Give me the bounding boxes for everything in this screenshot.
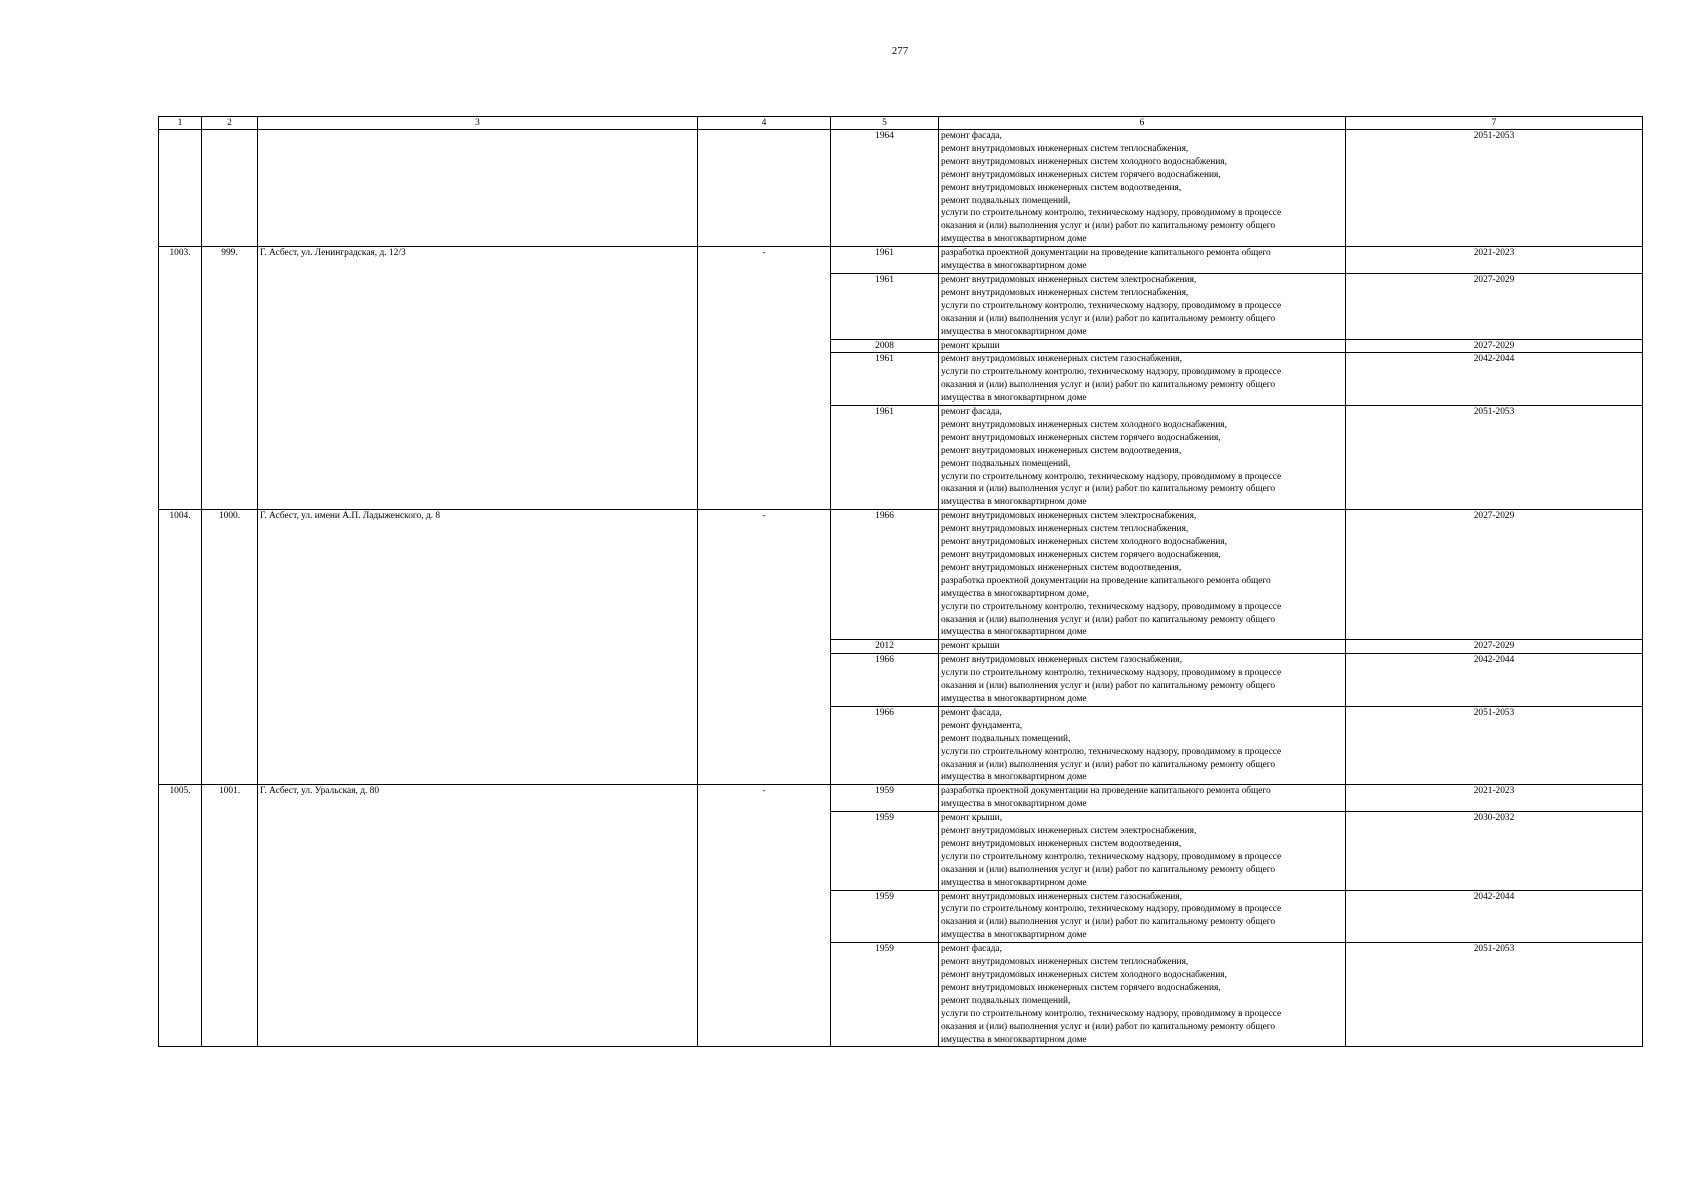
year-cell: 1966 bbox=[831, 706, 939, 784]
year-cell: 1966 bbox=[831, 510, 939, 640]
record-number-cell: 1003. bbox=[159, 247, 202, 510]
col4-cell: - bbox=[698, 785, 831, 1047]
period-cell: 2051-2053 bbox=[1346, 406, 1643, 510]
year-cell: 1959 bbox=[831, 943, 939, 1047]
period-cell: 2027-2029 bbox=[1346, 339, 1643, 353]
works-cell: разработка проектной документации на проведение капитального ремонта общего имущества в многоквартирном доме bbox=[939, 247, 1346, 274]
period-cell: 2027-2029 bbox=[1346, 510, 1643, 640]
period-cell: 2030-2032 bbox=[1346, 812, 1643, 890]
period-cell: 2051-2053 bbox=[1346, 706, 1643, 784]
works-cell: ремонт крыши bbox=[939, 339, 1346, 353]
record-id-cell: 999. bbox=[202, 247, 258, 510]
year-cell: 1961 bbox=[831, 247, 939, 274]
period-cell: 2051-2053 bbox=[1346, 130, 1643, 247]
works-cell: ремонт внутридомовых инженерных систем газоснабжения, услуги по строительному контролю, техническому надзору, проводимому в процессе оказания и (или) выполнения услуг и (или) работ по капитальному ремонту общего имущества в многоквартирном доме bbox=[939, 890, 1346, 943]
capital-repair-table bbox=[158, 116, 1643, 1047]
period-cell: 2021-2023 bbox=[1346, 785, 1643, 812]
record-id-cell bbox=[202, 130, 258, 247]
works-cell: ремонт фасада, ремонт внутридомовых инженерных систем теплоснабжения, ремонт внутридомовых инженерных систем холодного водоснабжения, ремонт внутридомовых инженерных систем горячего водоснабжения, ремонт внутридомовых инженерных систем водоотведения, ремонт подвальных помещений, услуги по строительному контролю, техническому надзору, проводимому в процессе оказания и (или) выполнения услуг и (или) работ по капитальному ремонту общего имущества в многоквартирном доме bbox=[939, 130, 1346, 247]
table-row bbox=[159, 510, 1643, 640]
address-cell: Г. Асбест, ул. Ленинградская, д. 12/3 bbox=[258, 247, 698, 510]
year-cell: 1961 bbox=[831, 406, 939, 510]
page-number: 277 bbox=[891, 45, 909, 57]
col4-cell bbox=[698, 130, 831, 247]
period-cell: 2027-2029 bbox=[1346, 640, 1643, 654]
period-cell: 2051-2053 bbox=[1346, 943, 1643, 1047]
works-cell: ремонт крыши bbox=[939, 640, 1346, 654]
year-cell: 1959 bbox=[831, 812, 939, 890]
col4-cell: - bbox=[698, 247, 831, 510]
col4-cell: - bbox=[698, 510, 831, 785]
period-cell: 2042-2044 bbox=[1346, 353, 1643, 406]
works-cell: разработка проектной документации на проведение капитального ремонта общего имущества в многоквартирном доме bbox=[939, 785, 1346, 812]
year-cell: 2008 bbox=[831, 339, 939, 353]
header-cell: 6 bbox=[939, 117, 1346, 130]
header-cell: 1 bbox=[159, 117, 202, 130]
period-cell: 2042-2044 bbox=[1346, 654, 1643, 707]
header-cell: 4 bbox=[698, 117, 831, 130]
header-cell: 5 bbox=[831, 117, 939, 130]
year-cell: 1961 bbox=[831, 353, 939, 406]
period-cell: 2042-2044 bbox=[1346, 890, 1643, 943]
table-row bbox=[159, 785, 1643, 812]
works-cell: ремонт фасада, ремонт фундамента, ремонт подвальных помещений, услуги по строительному контролю, техническому надзору, проводимому в процессе оказания и (или) выполнения услуг и (или) работ по капитальному ремонту общего имущества в многоквартирном доме bbox=[939, 706, 1346, 784]
table-row bbox=[159, 130, 1643, 247]
works-cell: ремонт фасада, ремонт внутридомовых инженерных систем холодного водоснабжения, ремонт внутридомовых инженерных систем горячего водоснабжения, ремонт внутридомовых инженерных систем водоотведения, ремонт подвальных помещений, услуги по строительному контролю, техническому надзору, проводимому в процессе оказания и (или) выполнения услуг и (или) работ по капитальному ремонту общего имущества в многоквартирном доме bbox=[939, 406, 1346, 510]
record-id-cell: 1001. bbox=[202, 785, 258, 1047]
works-cell: ремонт крыши, ремонт внутридомовых инженерных систем электроснабжения, ремонт внутридомовых инженерных систем водоотведения, услуги по строительному контролю, техническому надзору, проводимому в процессе оказания и (или) выполнения услуг и (или) работ по капитальному ремонту общего имущества в многоквартирном доме bbox=[939, 812, 1346, 890]
header-row bbox=[159, 117, 1643, 130]
period-cell: 2021-2023 bbox=[1346, 247, 1643, 274]
header-cell: 2 bbox=[202, 117, 258, 130]
year-cell: 1966 bbox=[831, 654, 939, 707]
header-cell: 3 bbox=[258, 117, 698, 130]
address-cell: Г. Асбест, ул. Уральская, д. 80 bbox=[258, 785, 698, 1047]
header-cell: 7 bbox=[1346, 117, 1643, 130]
record-id-cell: 1000. bbox=[202, 510, 258, 785]
works-cell: ремонт внутридомовых инженерных систем электроснабжения, ремонт внутридомовых инженерных систем теплоснабжения, ремонт внутридомовых инженерных систем холодного водоснабжения, ремонт внутридомовых инженерных систем горячего водоснабжения, ремонт внутридомовых инженерных систем водоотведения, разработка проектной документации на проведение капитального ремонта общего имущества в многоквартирном доме, услуги по строительному контролю, техническому надзору, проводимому в процессе оказания и (или) выполнения услуг и (или) работ по капитальному ремонту общего имущества в многоквартирном доме bbox=[939, 510, 1346, 640]
period-cell: 2027-2029 bbox=[1346, 273, 1643, 339]
year-cell: 1959 bbox=[831, 785, 939, 812]
address-cell: Г. Асбест, ул. имени А.П. Ладыженского, д. 8 bbox=[258, 510, 698, 785]
year-cell: 2012 bbox=[831, 640, 939, 654]
year-cell: 1959 bbox=[831, 890, 939, 943]
record-number-cell: 1004. bbox=[159, 510, 202, 785]
works-cell: ремонт внутридомовых инженерных систем газоснабжения, услуги по строительному контролю, техническому надзору, проводимому в процессе оказания и (или) выполнения услуг и (или) работ по капитальному ремонту общего имущества в многоквартирном доме bbox=[939, 654, 1346, 707]
address-cell bbox=[258, 130, 698, 247]
record-number-cell: 1005. bbox=[159, 785, 202, 1047]
works-cell: ремонт внутридомовых инженерных систем газоснабжения, услуги по строительному контролю, техническому надзору, проводимому в процессе оказания и (или) выполнения услуг и (или) работ по капитальному ремонту общего имущества в многоквартирном доме bbox=[939, 353, 1346, 406]
table-row bbox=[159, 247, 1643, 274]
works-cell: ремонт фасада, ремонт внутридомовых инженерных систем теплоснабжения, ремонт внутридомовых инженерных систем холодного водоснабжения, ремонт внутридомовых инженерных систем горячего водоснабжения, ремонт подвальных помещений, услуги по строительному контролю, техническому надзору, проводимому в процессе оказания и (или) выполнения услуг и (или) работ по капитальному ремонту общего имущества в многоквартирном доме bbox=[939, 943, 1346, 1047]
year-cell: 1961 bbox=[831, 273, 939, 339]
year-cell: 1964 bbox=[831, 130, 939, 247]
record-number-cell bbox=[159, 130, 202, 247]
works-cell: ремонт внутридомовых инженерных систем электроснабжения, ремонт внутридомовых инженерных систем теплоснабжения, услуги по строительному контролю, техническому надзору, проводимому в процессе оказания и (или) выполнения услуг и (или) работ по капитальному ремонту общего имущества в многоквартирном доме bbox=[939, 273, 1346, 339]
